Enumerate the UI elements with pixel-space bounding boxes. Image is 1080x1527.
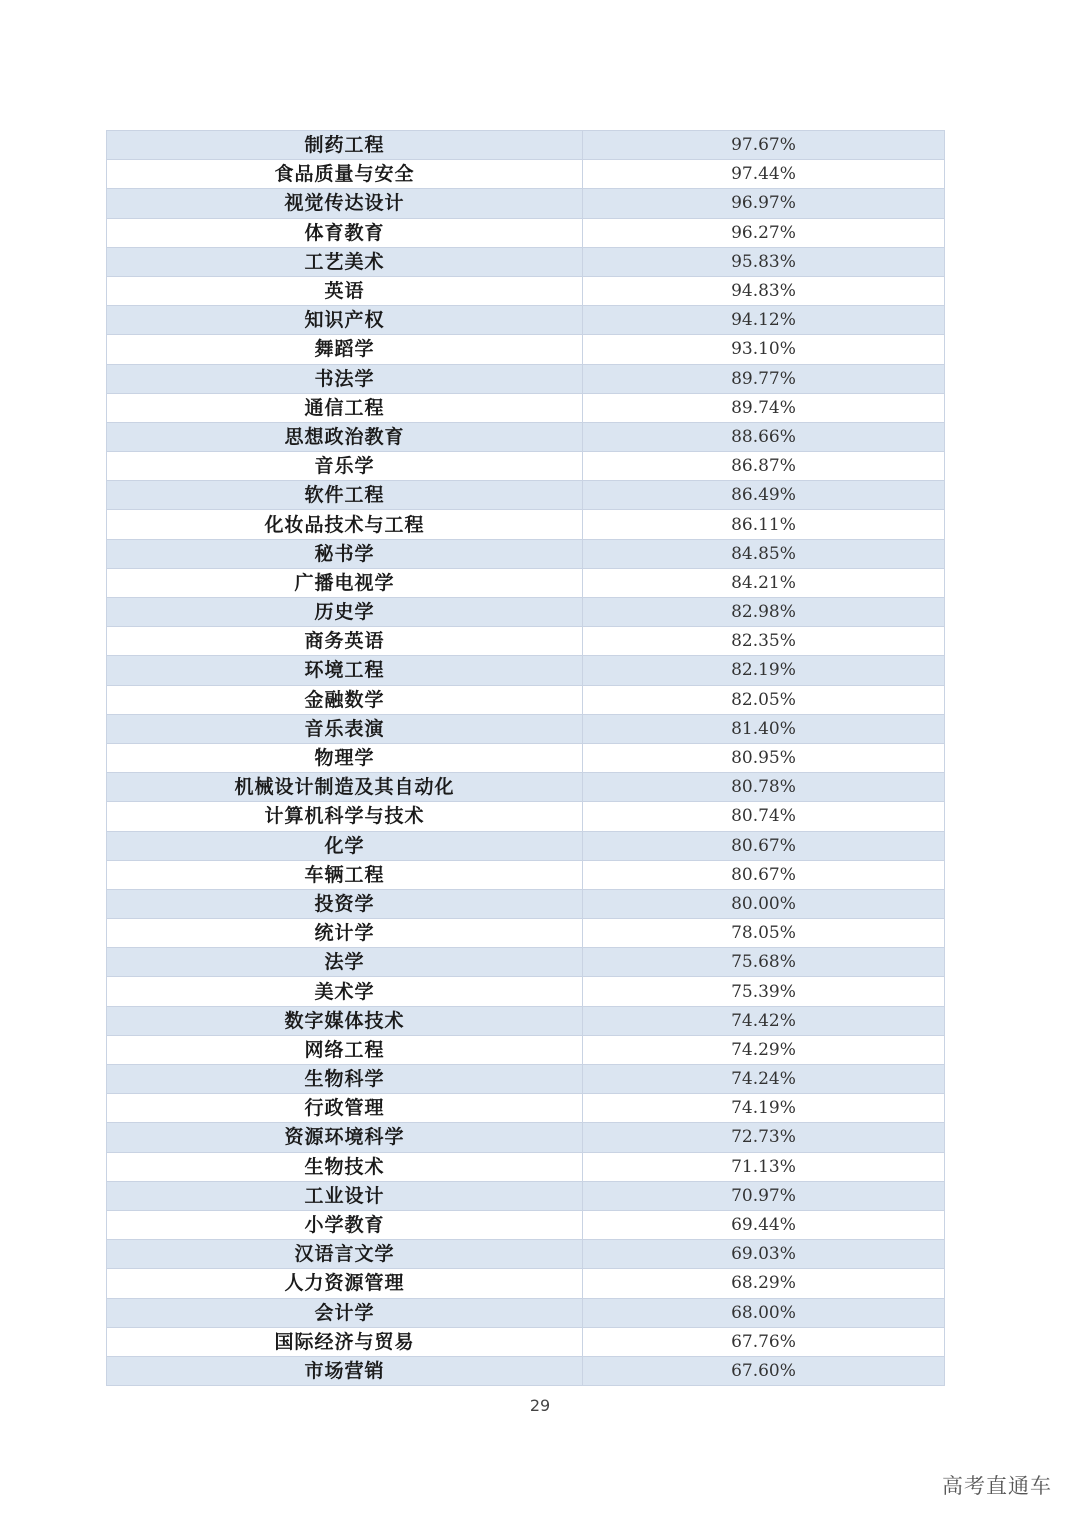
employment-rate-cell: 96.27% [583,218,945,247]
major-name-cell: 市场营销 [107,1356,583,1385]
major-name-cell: 音乐学 [107,452,583,481]
major-name-cell: 舞蹈学 [107,335,583,364]
major-name-cell: 制药工程 [107,131,583,160]
major-name-cell: 环境工程 [107,656,583,685]
employment-rate-cell: 70.97% [583,1181,945,1210]
employment-rate-cell: 94.83% [583,276,945,305]
employment-rate-cell: 68.29% [583,1269,945,1298]
employment-rate-cell: 71.13% [583,1152,945,1181]
major-name-cell: 化学 [107,831,583,860]
employment-rate-cell: 89.77% [583,364,945,393]
major-name-cell: 国际经济与贸易 [107,1327,583,1356]
major-name-cell: 通信工程 [107,393,583,422]
employment-rate-cell: 74.42% [583,1006,945,1035]
employment-rate-cell: 97.67% [583,131,945,160]
employment-rate-cell: 81.40% [583,714,945,743]
major-name-cell: 统计学 [107,919,583,948]
major-name-cell: 软件工程 [107,481,583,510]
table-row [107,743,945,772]
table-row [107,860,945,889]
table-body [107,131,945,1386]
employment-rate-cell: 80.67% [583,831,945,860]
table-row [107,1006,945,1035]
employment-rate-cell: 80.74% [583,802,945,831]
major-name-cell: 生物科学 [107,1065,583,1094]
table-row [107,247,945,276]
table-row [107,160,945,189]
employment-rate-cell: 78.05% [583,919,945,948]
employment-rate-cell: 82.19% [583,656,945,685]
major-name-cell: 机械设计制造及其自动化 [107,773,583,802]
watermark-text: 高考直通车 [942,1474,1052,1498]
major-name-cell: 资源环境科学 [107,1123,583,1152]
major-name-cell: 思想政治教育 [107,422,583,451]
major-name-cell: 投资学 [107,889,583,918]
employment-rate-cell: 86.87% [583,452,945,481]
table-row [107,481,945,510]
major-name-cell: 秘书学 [107,539,583,568]
table-row [107,802,945,831]
table-row [107,1181,945,1210]
table-row [107,1065,945,1094]
table-row [107,1327,945,1356]
employment-rate-cell: 96.97% [583,189,945,218]
employment-rate-cell: 68.00% [583,1298,945,1327]
major-name-cell: 书法学 [107,364,583,393]
employment-rate-cell: 72.73% [583,1123,945,1152]
table-row [107,1356,945,1385]
table-row [107,1298,945,1327]
table-row [107,218,945,247]
table-row [107,627,945,656]
major-name-cell: 音乐表演 [107,714,583,743]
employment-rate-cell: 80.95% [583,743,945,772]
employment-rate-cell: 69.44% [583,1210,945,1239]
employment-rate-cell: 74.24% [583,1065,945,1094]
major-name-cell: 数字媒体技术 [107,1006,583,1035]
employment-rate-cell: 82.98% [583,598,945,627]
major-name-cell: 历史学 [107,598,583,627]
table-row [107,773,945,802]
major-name-cell: 知识产权 [107,306,583,335]
employment-rate-cell: 67.76% [583,1327,945,1356]
table-row [107,1240,945,1269]
employment-rate-cell: 75.39% [583,977,945,1006]
employment-rate-table [106,130,945,1386]
table-row [107,714,945,743]
employment-rate-cell: 84.21% [583,568,945,597]
major-name-cell: 广播电视学 [107,568,583,597]
table-row [107,1035,945,1064]
table-row [107,1210,945,1239]
major-name-cell: 生物技术 [107,1152,583,1181]
table-row [107,831,945,860]
employment-rate-cell: 97.44% [583,160,945,189]
table-row [107,393,945,422]
major-name-cell: 车辆工程 [107,860,583,889]
table-row [107,919,945,948]
major-name-cell: 物理学 [107,743,583,772]
table-row [107,656,945,685]
major-name-cell: 体育教育 [107,218,583,247]
major-name-cell: 商务英语 [107,627,583,656]
employment-rate-cell: 84.85% [583,539,945,568]
major-name-cell: 视觉传达设计 [107,189,583,218]
table-row [107,1269,945,1298]
employment-rate-cell: 80.67% [583,860,945,889]
major-name-cell: 汉语言文学 [107,1240,583,1269]
major-name-cell: 会计学 [107,1298,583,1327]
table-row [107,1094,945,1123]
table-row [107,1123,945,1152]
major-name-cell: 食品质量与安全 [107,160,583,189]
table-row [107,131,945,160]
major-name-cell: 工艺美术 [107,247,583,276]
table-row [107,977,945,1006]
employment-rate-cell: 95.83% [583,247,945,276]
major-name-cell: 化妆品技术与工程 [107,510,583,539]
major-name-cell: 英语 [107,276,583,305]
employment-rate-cell: 82.05% [583,685,945,714]
major-name-cell: 行政管理 [107,1094,583,1123]
major-name-cell: 工业设计 [107,1181,583,1210]
table-row [107,1152,945,1181]
employment-rate-cell: 67.60% [583,1356,945,1385]
major-name-cell: 计算机科学与技术 [107,802,583,831]
employment-rate-cell: 74.19% [583,1094,945,1123]
employment-rate-cell: 86.11% [583,510,945,539]
employment-rate-cell: 80.78% [583,773,945,802]
employment-rate-cell: 88.66% [583,422,945,451]
employment-rate-cell: 69.03% [583,1240,945,1269]
major-name-cell: 小学教育 [107,1210,583,1239]
employment-rate-cell: 82.35% [583,627,945,656]
major-name-cell: 金融数学 [107,685,583,714]
table-row [107,685,945,714]
table-row [107,598,945,627]
employment-rate-cell: 89.74% [583,393,945,422]
employment-rate-cell: 74.29% [583,1035,945,1064]
table-row [107,948,945,977]
table-row [107,364,945,393]
employment-rate-cell: 86.49% [583,481,945,510]
table-row [107,422,945,451]
table-row [107,276,945,305]
employment-rate-cell: 75.68% [583,948,945,977]
major-name-cell: 人力资源管理 [107,1269,583,1298]
page-number: 29 [529,1396,551,1415]
table-row [107,335,945,364]
major-name-cell: 网络工程 [107,1035,583,1064]
employment-rate-cell: 94.12% [583,306,945,335]
table-row [107,189,945,218]
employment-rate-cell: 80.00% [583,889,945,918]
table-row [107,539,945,568]
table-row [107,510,945,539]
major-name-cell: 美术学 [107,977,583,1006]
table-row [107,568,945,597]
table-row [107,306,945,335]
major-name-cell: 法学 [107,948,583,977]
table-row [107,452,945,481]
employment-rate-cell: 93.10% [583,335,945,364]
table-row [107,889,945,918]
